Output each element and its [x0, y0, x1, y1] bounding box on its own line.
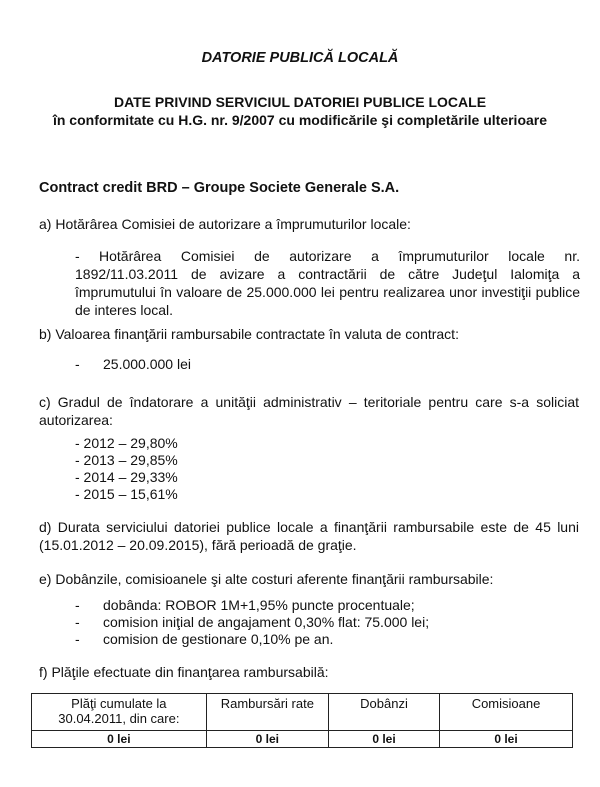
table-cell: 0 lei — [206, 731, 328, 748]
section-c-list — [75, 435, 178, 503]
section-a-heading: a) Hotărârea Comisiei de autorizare a împrumuturilor locale: — [39, 216, 411, 232]
list-item: - dobânda: ROBOR 1M+1,95% puncte procentuale; — [75, 597, 575, 614]
list-item: - 25.000.000 lei — [75, 356, 575, 373]
table-cell: 0 lei — [328, 731, 439, 748]
section-b-list — [75, 356, 575, 373]
section-f-heading: f) Plăţile efectuate din finanţarea rambursabilă: — [39, 664, 329, 680]
section-a-item-line1: Hotărârea Comisiei de autorizare a împrumuturilor locale nr. — [99, 248, 580, 264]
section-e-heading: e) Dobânzile, comisioanele şi alte costuri aferente finanţării rambursabile: — [39, 571, 494, 587]
list-item: - 2014 – 29,33% — [75, 469, 178, 485]
table-header-cell: Comisioane — [440, 694, 573, 731]
table-header-cell: Dobânzi — [328, 694, 439, 731]
table-cell: 0 lei — [32, 731, 207, 748]
list-item: - 2015 – 15,61% — [75, 486, 178, 502]
payments-table — [31, 693, 573, 748]
list-item: - comision de gestionare 0,10% pe an. — [75, 631, 575, 648]
subtitle-line-1: DATE PRIVIND SERVICIUL DATORIEI PUBLICE LOCALE — [113, 94, 487, 110]
section-c-heading: c) Gradul de îndatorare a unităţii administrativ – teritoriale pentru care s-a soliciat autorizarea: — [39, 394, 579, 428]
list-item: - 2013 – 29,85% — [75, 452, 178, 468]
contract-heading: Contract credit BRD – Groupe Societe Generale S.A. — [39, 180, 400, 196]
section-b-heading: b) Valoarea finanţării rambursabile contractate în valuta de contract: — [39, 326, 459, 342]
section-d-text: d) Durata serviciului datoriei publice locale a finanţării rambursabile este de 45 luni (15.01.2012 – 20.09.2015), fără perioadă de graţie. — [39, 519, 579, 553]
table-row — [32, 731, 573, 748]
document-title: DATORIE PUBLICĂ LOCALĂ — [201, 50, 399, 66]
list-item: - comision iniţial de angajament 0,30% flat: 75.000 lei; — [75, 614, 575, 631]
table-header-cell: Plăţi cumulate la 30.04.2011, din care: — [32, 694, 207, 731]
subtitle-line-2: în conformitate cu H.G. nr. 9/2007 cu modificările şi completările ulterioare — [52, 112, 548, 128]
table-cell: 0 lei — [440, 731, 573, 748]
table-header-row — [32, 694, 573, 731]
section-a-item — [75, 247, 580, 319]
section-e-list — [75, 597, 575, 648]
list-item: - 2012 – 29,80% — [75, 435, 178, 451]
table-header-cell: Rambursări rate — [206, 694, 328, 731]
section-a-item-rest: 1892/11.03.2011 de avizare a contractării de către Judeţul Ialomiţa a împrumutului în valoare de 25.000.000 lei pentru realizarea unor investiţii publice de interes local. — [75, 266, 580, 318]
dash-marker: - — [75, 248, 80, 264]
